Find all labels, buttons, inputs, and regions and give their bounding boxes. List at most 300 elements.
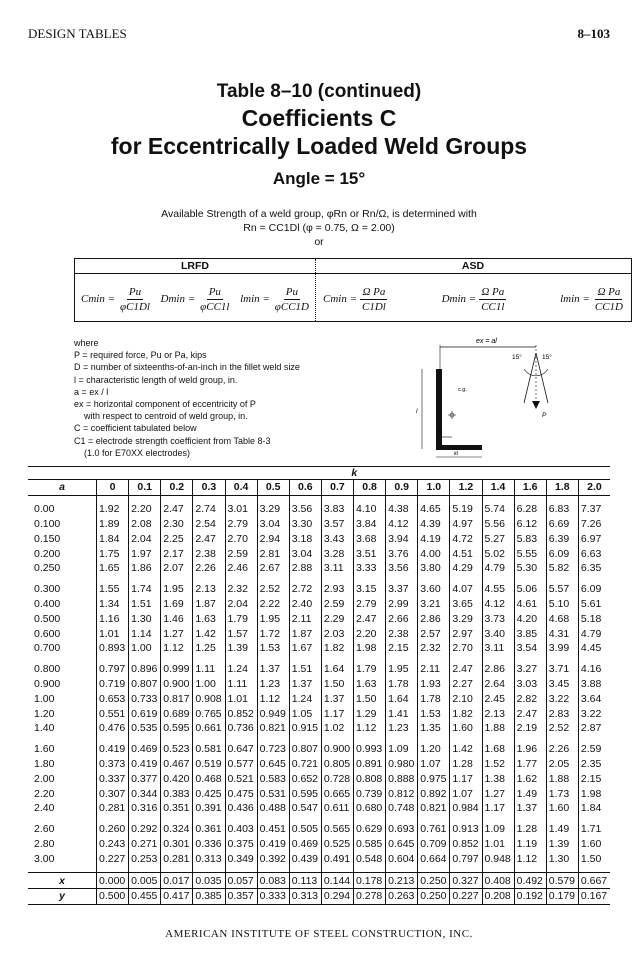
coefficient-cell: 2.45 [482, 691, 514, 706]
coefficient-cell: 1.28 [514, 822, 546, 837]
equation-numerator: Ω Pa [597, 285, 621, 298]
coefficient-cell: 0.948 [482, 851, 514, 866]
coefficient-cell: 1.62 [514, 771, 546, 786]
coefficient-cell: 0.344 [129, 786, 161, 801]
coefficient-cell: 0.377 [129, 771, 161, 786]
coefficient-cell: 0.565 [321, 822, 353, 837]
running-header [28, 26, 610, 42]
table-row [28, 531, 610, 546]
coefficient-cell: 2.30 [161, 517, 193, 532]
coefficient-cell: 0.488 [257, 801, 289, 816]
coefficient-cell: 2.46 [225, 561, 257, 576]
coefficient-cell: 1.84 [578, 801, 610, 816]
definition-line: where [74, 338, 99, 348]
coefficient-cell: 2.47 [450, 662, 482, 677]
coefficient-cell: 2.94 [257, 531, 289, 546]
coefficient-cell: 6.28 [514, 502, 546, 517]
coefficient-cell: 0.761 [418, 822, 450, 837]
coefficient-cell: 2.19 [514, 721, 546, 736]
coefficient-cell: 2.15 [386, 641, 418, 656]
coefficient-cell: 2.79 [225, 517, 257, 532]
k-column-header: 0.5 [257, 480, 289, 496]
coefficient-cell: 3.27 [514, 662, 546, 677]
a-value-cell: 0.400 [34, 597, 61, 610]
coefficient-cell: 3.84 [354, 517, 386, 532]
coefficient-cell: 3.99 [546, 641, 578, 656]
coefficient-cell: 3.56 [289, 502, 321, 517]
coefficient-cell: 0.583 [257, 771, 289, 786]
coefficient-cell: 0.975 [418, 771, 450, 786]
coefficient-cell: 3.57 [321, 517, 353, 532]
y-value-cell: 0.250 [418, 888, 450, 904]
coefficient-cell: 0.425 [193, 786, 225, 801]
coefficient-cell: 1.11 [225, 677, 257, 692]
table-row [28, 677, 610, 692]
coefficient-cell: 1.37 [257, 662, 289, 677]
coefficient-cell: 2.05 [546, 757, 578, 772]
coefficient-cell: 2.47 [514, 706, 546, 721]
coefficient-cell: 2.83 [546, 706, 578, 721]
angle-right-label: 15° [542, 354, 552, 361]
coefficient-cell: 1.73 [546, 786, 578, 801]
coefficient-cell: 6.39 [546, 531, 578, 546]
coefficient-cell: 4.29 [450, 561, 482, 576]
coefficient-cell: 4.12 [386, 517, 418, 532]
equation-fraction [198, 285, 231, 314]
coefficient-cell: 2.52 [257, 582, 289, 597]
coefficient-cell: 7.26 [578, 517, 610, 532]
x-value-cell: 0.213 [386, 873, 418, 889]
coefficient-cell: 0.491 [321, 851, 353, 866]
coefficient-cell: 1.28 [450, 757, 482, 772]
coefficient-cell: 5.57 [546, 582, 578, 597]
column-header-row [28, 480, 610, 496]
a-value-cell: 2.60 [34, 823, 55, 836]
x-value-cell: 0.250 [418, 873, 450, 889]
coefficient-cell: 1.01 [482, 837, 514, 852]
k-header-row [28, 467, 610, 480]
availability-note [0, 207, 638, 249]
coefficient-cell: 2.15 [578, 771, 610, 786]
table-row [28, 801, 610, 816]
coefficient-cell: 2.17 [161, 546, 193, 561]
equation-lhs: Cmin = [323, 293, 358, 305]
coefficient-cell: 1.17 [321, 706, 353, 721]
table-row [28, 517, 610, 532]
coefficient-cell: 0.852 [450, 837, 482, 852]
coefficient-cell: 0.719 [97, 677, 129, 692]
coefficient-cell: 2.08 [129, 517, 161, 532]
a-value-cell: 1.80 [34, 757, 55, 770]
table-row [28, 611, 610, 626]
coefficient-cell: 0.852 [225, 706, 257, 721]
coefficient-cell: 2.38 [386, 626, 418, 641]
coefficient-cell: 4.00 [418, 546, 450, 561]
coefficient-cell: 1.95 [161, 582, 193, 597]
coefficient-cell: 0.581 [193, 742, 225, 757]
lrfd-equation-0 [81, 285, 152, 314]
coefficient-cell: 2.66 [386, 611, 418, 626]
definition-line: ex = horizontal component of eccentricity of P [74, 399, 256, 410]
a-value-cell: 3.00 [34, 852, 55, 865]
equation-lhs: lmin = [240, 293, 270, 305]
coefficient-cell: 0.661 [193, 721, 225, 736]
coefficient-cell: 1.64 [321, 662, 353, 677]
coefficient-cell: 0.797 [450, 851, 482, 866]
coefficient-cell: 3.22 [546, 691, 578, 706]
table-row [28, 597, 610, 612]
availability-line-3: or [314, 236, 324, 248]
coefficient-cell: 6.35 [578, 561, 610, 576]
y-value-cell: 0.278 [354, 888, 386, 904]
coefficient-cell: 0.469 [129, 742, 161, 757]
coefficient-cell: 1.24 [289, 691, 321, 706]
coefficient-cell: 4.38 [386, 502, 418, 517]
coefficient-cell: 0.993 [354, 742, 386, 757]
coefficient-cell: 0.604 [386, 851, 418, 866]
coefficient-cell: 4.97 [450, 517, 482, 532]
coefficient-cell: 2.13 [482, 706, 514, 721]
a-value-cell: 0.900 [34, 677, 61, 690]
coefficient-cell: 1.87 [193, 597, 225, 612]
coefficient-cell: 1.52 [482, 757, 514, 772]
coefficient-cell: 3.85 [514, 626, 546, 641]
coefficient-cell: 1.84 [97, 531, 129, 546]
coefficient-cell: 1.17 [450, 771, 482, 786]
k-header-spacer [28, 467, 97, 480]
k-column-header: 0.9 [386, 480, 418, 496]
coefficient-cell: 1.78 [386, 677, 418, 692]
coefficient-cell: 2.67 [257, 561, 289, 576]
coefficient-cell: 6.09 [546, 546, 578, 561]
coefficient-cell: 0.531 [257, 786, 289, 801]
coefficient-cell: 2.38 [193, 546, 225, 561]
y-value-cell: 0.179 [546, 888, 578, 904]
asd-equations [323, 281, 625, 317]
a-value-cell: 2.40 [34, 802, 55, 815]
table-row [28, 771, 610, 786]
coefficient-cell: 3.01 [225, 502, 257, 517]
x-value-cell: 0.579 [546, 873, 578, 889]
coefficient-cell: 1.05 [289, 706, 321, 721]
definition-line: P = required force, Pu or Pa, kips [74, 350, 207, 361]
a-value-cell: 0.00 [34, 503, 55, 516]
coefficient-cell: 0.913 [450, 822, 482, 837]
coefficient-cell: 5.83 [514, 531, 546, 546]
coefficient-cell: 1.78 [418, 691, 450, 706]
coefficient-cell: 5.18 [578, 611, 610, 626]
coefficient-cell: 1.95 [386, 662, 418, 677]
equation-fraction [593, 285, 625, 314]
coefficient-cell: 3.65 [450, 597, 482, 612]
coefficient-cell: 1.12 [514, 851, 546, 866]
coefficient-cell: 0.403 [225, 822, 257, 837]
definition-line: D = number of sixteenths-of-an-inch in the fillet weld size [74, 362, 300, 373]
coefficient-cell: 1.23 [257, 677, 289, 692]
coefficient-cell: 1.30 [129, 611, 161, 626]
coefficient-cell: 1.24 [225, 662, 257, 677]
coefficient-cell: 1.01 [97, 626, 129, 641]
coefficient-cell: 0.391 [193, 801, 225, 816]
coefficient-cell: 1.39 [225, 641, 257, 656]
coefficient-cell: 1.87 [289, 626, 321, 641]
coefficient-cell: 0.307 [97, 786, 129, 801]
coefficient-cell: 1.51 [289, 662, 321, 677]
coefficient-cell: 0.619 [129, 706, 161, 721]
coefficient-cell: 1.23 [386, 721, 418, 736]
coefficient-cell: 0.361 [193, 822, 225, 837]
coefficient-cell: 1.42 [193, 626, 225, 641]
a-value-cell: 1.20 [34, 707, 55, 720]
coefficient-cell: 1.37 [514, 801, 546, 816]
coefficient-cell: 4.39 [418, 517, 450, 532]
coefficient-cell: 0.519 [193, 757, 225, 772]
coefficient-cell: 3.29 [450, 611, 482, 626]
coefficient-cell: 0.373 [97, 757, 129, 772]
y-row [28, 888, 610, 904]
coefficient-cell: 5.56 [482, 517, 514, 532]
coefficient-cell: 0.808 [354, 771, 386, 786]
coefficient-cell: 1.60 [578, 837, 610, 852]
coefficient-cell: 1.79 [225, 611, 257, 626]
equations-divider [315, 259, 316, 321]
definition-line: C1 = electrode strength coefficient from Table 8-3 [74, 435, 271, 446]
coefficient-cell: 0.349 [225, 851, 257, 866]
coefficient-cell: 6.12 [514, 517, 546, 532]
coefficient-cell: 4.72 [450, 531, 482, 546]
coefficient-cell: 2.07 [161, 561, 193, 576]
coefficient-cell: 0.629 [354, 822, 386, 837]
definition-line: l = characteristic length of weld group, in. [74, 374, 238, 385]
coefficient-cell: 1.46 [161, 611, 193, 626]
variable-definitions [74, 337, 414, 459]
x-value-cell: 0.144 [321, 873, 353, 889]
coefficient-cell: 3.54 [514, 641, 546, 656]
coefficient-cell: 3.18 [289, 531, 321, 546]
coefficient-cell: 1.19 [514, 837, 546, 852]
coefficient-cell: 2.03 [321, 626, 353, 641]
x-value-cell: 0.492 [514, 873, 546, 889]
coefficient-cell: 3.28 [321, 546, 353, 561]
coefficient-cell: 0.227 [97, 851, 129, 866]
cg-label: c.g. [458, 387, 467, 393]
coefficient-cell: 1.37 [321, 691, 353, 706]
coefficient-cell: 2.59 [321, 597, 353, 612]
coefficient-cell: 5.10 [546, 597, 578, 612]
coefficient-cell: 1.69 [161, 597, 193, 612]
coefficient-cell: 2.13 [193, 582, 225, 597]
y-row-label: y [28, 888, 97, 904]
table-row [28, 691, 610, 706]
coefficient-cell: 0.253 [129, 851, 161, 866]
coefficient-cell: 1.00 [193, 677, 225, 692]
coefficient-cell: 6.69 [546, 517, 578, 532]
lrfd-equation-2 [240, 285, 311, 314]
coefficient-cell: 0.647 [225, 742, 257, 757]
coefficient-cell: 1.68 [482, 742, 514, 757]
y-value-cell: 0.385 [193, 888, 225, 904]
k-column-header: 0.8 [354, 480, 386, 496]
coefficient-cell: 0.271 [129, 837, 161, 852]
coefficient-cell: 0.505 [289, 822, 321, 837]
coefficient-cell: 3.40 [482, 626, 514, 641]
y-value-cell: 0.294 [321, 888, 353, 904]
coefficient-cell: 2.47 [354, 611, 386, 626]
coefficient-cell: 3.21 [418, 597, 450, 612]
coefficient-cell: 2.81 [257, 546, 289, 561]
y-value-cell: 0.455 [129, 888, 161, 904]
asd-label: ASD [461, 260, 485, 272]
coefficient-cell: 2.59 [578, 742, 610, 757]
coefficient-cell: 0.585 [354, 837, 386, 852]
coefficient-cell: 1.25 [193, 641, 225, 656]
k-column-header: 0.6 [289, 480, 321, 496]
coefficient-cell: 3.73 [482, 611, 514, 626]
coefficient-cell: 0.888 [386, 771, 418, 786]
load-arrowhead [532, 401, 540, 409]
coefficient-cell: 0.949 [257, 706, 289, 721]
table-row [28, 757, 610, 772]
coefficient-cell: 0.892 [418, 786, 450, 801]
coefficient-cell: 0.375 [225, 837, 257, 852]
coefficient-cell: 0.664 [418, 851, 450, 866]
k-column-header: 1.0 [418, 480, 450, 496]
x-value-cell: 0.035 [193, 873, 225, 889]
coefficient-cell: 1.17 [482, 801, 514, 816]
y-value-cell: 0.208 [482, 888, 514, 904]
coefficient-cell: 0.611 [321, 801, 353, 816]
k-column-header: 0.7 [321, 480, 353, 496]
coefficient-cell: 2.52 [546, 721, 578, 736]
coefficient-cell: 0.817 [161, 691, 193, 706]
coefficient-cell: 0.419 [97, 742, 129, 757]
coefficient-cell: 0.645 [386, 837, 418, 852]
y-value-cell: 0.167 [578, 888, 610, 904]
coefficient-cell: 1.27 [161, 626, 193, 641]
equation-numerator: Pu [128, 285, 142, 298]
header-section-title: DESIGN TABLES [28, 26, 127, 41]
definition-line: a = ex / l [74, 386, 109, 397]
coefficient-cell: 1.30 [546, 851, 578, 866]
coefficient-cell: 1.02 [321, 721, 353, 736]
coefficient-cell: 1.74 [129, 582, 161, 597]
coefficient-cell: 0.451 [257, 822, 289, 837]
coefficient-cell: 0.915 [289, 721, 321, 736]
coefficient-cell: 0.797 [97, 662, 129, 677]
coefficient-cell: 1.89 [97, 517, 129, 532]
coefficient-cell: 1.79 [354, 662, 386, 677]
coefficient-cell: 4.61 [514, 597, 546, 612]
equation-lhs: Dmin = [441, 293, 477, 305]
coefficient-cell: 1.49 [546, 822, 578, 837]
coefficient-cell: 1.11 [193, 662, 225, 677]
coefficient-cell: 0.900 [161, 677, 193, 692]
coefficient-cell: 1.50 [354, 691, 386, 706]
coefficient-cell: 2.87 [578, 721, 610, 736]
asd-equation-0 [323, 285, 388, 314]
coefficient-cell: 5.02 [482, 546, 514, 561]
coefficient-cell: 0.281 [161, 851, 193, 866]
coefficient-cell: 3.56 [386, 561, 418, 576]
equation-denominator: CC1l [481, 300, 505, 313]
ex-label: ex = al [476, 338, 497, 345]
coefficient-cell: 2.93 [321, 582, 353, 597]
coefficient-cell: 1.01 [225, 691, 257, 706]
lrfd-label: LRFD [181, 260, 209, 272]
k-column-header: 0.4 [225, 480, 257, 496]
coefficient-cell: 2.57 [418, 626, 450, 641]
coefficient-cell: 1.39 [546, 837, 578, 852]
equation-lhs: lmin = [560, 293, 590, 305]
coefficient-cell: 1.53 [418, 706, 450, 721]
coefficient-cell: 1.20 [418, 742, 450, 757]
coefficient-cell: 4.12 [482, 597, 514, 612]
x-value-cell: 0.000 [97, 873, 129, 889]
coefficient-cell: 2.79 [354, 597, 386, 612]
y-value-cell: 0.313 [289, 888, 321, 904]
coefficient-cell: 2.25 [161, 531, 193, 546]
coefficient-cell: 6.09 [578, 582, 610, 597]
x-value-cell: 0.017 [161, 873, 193, 889]
coefficient-cell: 1.00 [129, 641, 161, 656]
coefficient-cell: 1.50 [321, 677, 353, 692]
coefficient-cell: 0.896 [129, 662, 161, 677]
a-value-cell: 0.100 [34, 517, 61, 530]
coefficient-cell: 0.260 [97, 822, 129, 837]
coefficient-cell: 1.77 [514, 757, 546, 772]
coefficient-cell: 4.10 [354, 502, 386, 517]
table-row [28, 786, 610, 801]
y-value-cell: 0.500 [97, 888, 129, 904]
table-angle: Angle = 15° [272, 169, 366, 188]
table-row [28, 546, 610, 561]
coefficient-cell: 0.689 [161, 706, 193, 721]
coefficient-cell: 0.468 [193, 771, 225, 786]
coefficient-cell: 2.32 [418, 641, 450, 656]
coefficient-cell: 2.29 [321, 611, 353, 626]
coefficient-cell: 2.64 [482, 677, 514, 692]
coefficient-cell: 0.733 [129, 691, 161, 706]
coefficient-cell: 0.292 [129, 822, 161, 837]
x-value-cell: 0.005 [129, 873, 161, 889]
a-value-cell: 0.250 [34, 562, 61, 575]
a-value-cell: 0.150 [34, 532, 61, 545]
coefficient-cell: 1.82 [321, 641, 353, 656]
a-value-cell: 0.300 [34, 583, 61, 596]
coefficient-cell: 4.68 [546, 611, 578, 626]
coefficient-cell: 0.475 [225, 786, 257, 801]
coefficient-cell: 0.821 [257, 721, 289, 736]
y-value-cell: 0.417 [161, 888, 193, 904]
coefficient-cell: 0.980 [386, 757, 418, 772]
kl-label: kl [454, 451, 458, 457]
coefficient-cell: 1.51 [129, 597, 161, 612]
a-column-header: a [28, 480, 97, 496]
equation-fraction [360, 285, 388, 314]
equation-numerator: Pu [285, 285, 299, 298]
coefficient-cell: 0.984 [450, 801, 482, 816]
coefficient-cell: 0.736 [225, 721, 257, 736]
coefficient-cell: 1.12 [161, 641, 193, 656]
definition-line: (1.0 for E70XX electrodes) [84, 447, 191, 458]
y-value-cell: 0.333 [257, 888, 289, 904]
y-value-cell: 0.227 [450, 888, 482, 904]
coefficient-cell: 0.807 [129, 677, 161, 692]
coefficient-cell: 2.88 [289, 561, 321, 576]
x-row-label: x [28, 873, 97, 889]
coefficient-cell: 3.11 [321, 561, 353, 576]
coefficient-cell: 1.09 [482, 822, 514, 837]
